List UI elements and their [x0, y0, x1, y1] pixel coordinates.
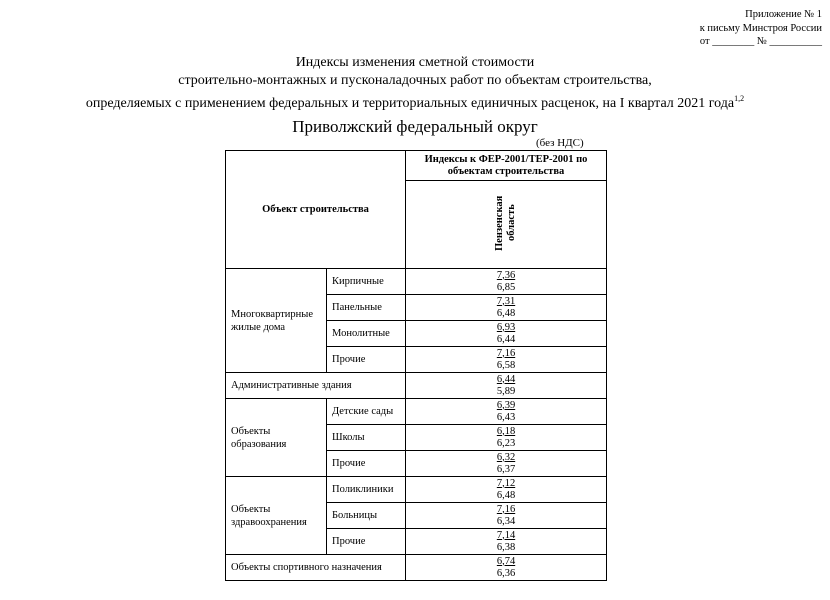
group-name: Объекты здравоохранения [226, 477, 327, 555]
index-value-bottom: 6,37 [496, 463, 516, 475]
subtype-label: Прочие [327, 347, 406, 373]
title-line-3: определяемых с применением федеральных и территориальных единичных расценок, на I квартал 2021 года$^{1,2}$ [85, 94, 745, 111]
subtype-label: Детские сады [327, 399, 406, 425]
index-value-cell [406, 451, 607, 477]
header-region: Пензенская область [406, 181, 607, 269]
annex-letter-ref: к письму Минстроя России [699, 22, 822, 34]
index-value-top: 7,14 [496, 529, 516, 541]
index-value-top: 7,36 [496, 269, 516, 281]
title-line-2: строительно-монтажных и пусконаладочных работ по объектам строительства, [178, 73, 652, 88]
table-row [226, 399, 607, 425]
vat-note: (без НДС) [536, 137, 584, 149]
region-title: Приволжский федеральный округ [292, 117, 538, 136]
index-value-bottom: 6,43 [496, 411, 516, 423]
index-value-cell [406, 529, 607, 555]
index-value-top: 6,39 [496, 399, 516, 411]
index-value-top: 6,18 [496, 425, 516, 437]
index-value-top: 7,12 [496, 477, 516, 489]
index-value-top: 6,32 [496, 451, 516, 463]
index-value-cell [406, 347, 607, 373]
indices-table [225, 150, 607, 581]
title-footnote: 1,2 [734, 94, 745, 103]
subtype-label: Прочие [327, 529, 406, 555]
annex-number: Приложение № 1 [745, 9, 822, 20]
subtype-label: Кирпичные [327, 269, 406, 295]
index-value-cell [406, 269, 607, 295]
group-name: Многоквартирные жилые дома [226, 269, 327, 373]
group-name: Объекты образования [226, 399, 327, 477]
table-row [226, 555, 607, 581]
index-value-cell [406, 321, 607, 347]
index-value-top: 7,16 [496, 503, 516, 515]
annex-header [700, 8, 822, 49]
header-object: Объект строительства [226, 151, 406, 269]
subtype-label: Монолитные [327, 321, 406, 347]
index-value-bottom: 6,36 [496, 567, 516, 579]
index-value-cell [406, 373, 607, 399]
title-line-1: Индексы изменения сметной стоимости [295, 55, 535, 70]
index-value-top: 6,44 [496, 373, 516, 385]
index-value-cell [406, 425, 607, 451]
index-value-bottom: 6,48 [496, 489, 516, 501]
index-value-bottom: 6,23 [496, 437, 516, 449]
index-value-bottom: 6,34 [496, 515, 516, 527]
index-value-bottom: 5,89 [496, 385, 516, 397]
index-value-bottom: 6,85 [496, 281, 516, 293]
index-value-cell [406, 503, 607, 529]
table-row [226, 373, 607, 399]
group-name: Объекты спортивного назначения [226, 555, 406, 581]
index-value-bottom: 6,38 [496, 541, 516, 553]
subtype-label: Поликлиники [327, 477, 406, 503]
index-value-top: 6,93 [496, 321, 516, 333]
annex-date-number: от ________ № __________ [699, 36, 822, 47]
index-value-bottom: 6,58 [496, 359, 516, 371]
subtype-label: Школы [327, 425, 406, 451]
index-value-bottom: 6,48 [496, 307, 516, 319]
subtype-label: Прочие [327, 451, 406, 477]
document-title [0, 54, 830, 113]
index-value-cell [406, 399, 607, 425]
subtype-label: Больницы [327, 503, 406, 529]
index-value-top: 6,74 [496, 555, 516, 567]
index-value-cell [406, 477, 607, 503]
table-row [226, 477, 607, 503]
group-name: Административные здания [226, 373, 406, 399]
index-value-cell [406, 555, 607, 581]
subtype-label: Панельные [327, 295, 406, 321]
table-row [226, 269, 607, 295]
index-value-bottom: 6,44 [496, 333, 516, 345]
index-value-top: 7,16 [496, 347, 516, 359]
header-indices: Индексы к ФЕР-2001/ТЕР-2001 по объектам строительства [406, 151, 607, 181]
index-value-cell [406, 295, 607, 321]
index-value-top: 7,31 [496, 295, 516, 307]
